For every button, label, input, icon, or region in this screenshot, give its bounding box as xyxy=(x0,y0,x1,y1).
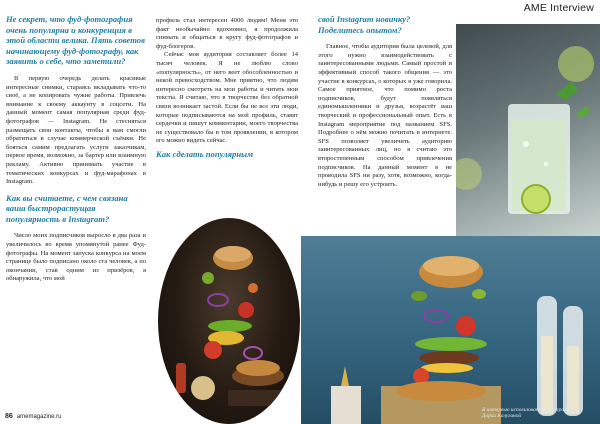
flying-burger-illustration xyxy=(158,218,300,424)
question-3-start: Как сделать популярным xyxy=(156,148,253,159)
answer-2-continued: профиль стал интересен 4000 людям! Меня это факт необычайно вдохновил, я продолжила снимать и общаться в кругу фуд-фотографов и фуд-блогеров. xyxy=(156,17,298,50)
magazine-brand: AME Interview xyxy=(523,2,594,14)
page-number: 86 xyxy=(5,413,13,420)
answer-1: В первую очередь делать красивые интересные снимки, стараясь вкладывать что-то своё, а не копировать чужие работы. Привлечь внимание к своему аккаунту в соцсети. На данный момент самая популярная среди фуд-фотографов — Instagram. Не стесняться размещать свои контакты, чтобы к вам смогли обратиться в случае коммерческой съёмки. Не бояться самим предлагать услуги заказчикам, первое время, возможно, за бартер или взаимную рекламу. Активно принимать участие в тематических конкурсах и фуд-марафонах в Instagram. xyxy=(6,74,146,186)
photo-caption: В интервью использованы фотографии Дарьи Калугиной xyxy=(482,406,574,420)
answer-2-paragraph: Сейчас моя аудитория составляет более 14 тысяч человек. Я не люблю слово «популярность», от него веет обособленностью и некой превосходством. Мне приятно, что людям интересно смотреть на мои работы и читать мои тексты. Я считаю, что в творчестве без обратной связи возникает застой. Если бы не все эти люди, которые подписываются на мой профиль, ставят сердечки и пишут комментарии, моего творчества не существовало бы в том проявлении, в котором его можно видеть сейчас. xyxy=(156,51,298,145)
burger-bottles-illustration xyxy=(301,236,600,424)
question-3: свой Instagram новичку? Поделитесь опытом? xyxy=(318,14,411,35)
answer-2: Число моих подписчиков выросло в два раза и увеличилось во время упомянутой ранее Фуд-фотографы. На момент запуска конкурса на моем странице было подписано около ста человек, а по окончании, став одним из призёров, я обнаружила, что мой xyxy=(6,232,146,283)
question-2: Как вы считаете, с чем связана ваша быстрорастущая популярность в Instagram? xyxy=(6,192,128,224)
burger-oval-photo xyxy=(158,218,300,424)
column-3 xyxy=(318,14,452,189)
column-1 xyxy=(6,14,146,307)
lemonade-glass-illustration xyxy=(456,24,600,236)
question-1: Не секрет, что фуд-фотография очень популярна и конкуренция в этой области велика. Пять советов начинающему фуд-фотографу, как заявить о себе, что заметили? xyxy=(6,14,145,67)
burger-blue-photo xyxy=(301,236,600,424)
answer-3: Главное, чтобы аудитория была целевой, для этого нужно взаимодействовать с заинтересованными людьми. Самый простой и эффективный способ такого общения — это участие в конкурсах, о которых я уже говорила. Самое приятное, что помимо роста подписчиков, будут появляться единомышленники и друзья, возрастёт ваш творческий и профессиональный опыт. Есть в Instagram мероприятие под названием SFS. Подробнее о нём можно почитать в интернете. SFS позволяет увеличить аудиторию заинтересованных лиц, но я считаю это второстепенным способом привлечения подписчиков. На данный момент я не проводила SFS ни разу, хотя, возможно, когда-нибудь и решу его устроить. xyxy=(318,43,452,188)
site-url: amemagazine.ru xyxy=(16,414,62,420)
column-2 xyxy=(156,17,298,160)
page-footer xyxy=(5,413,62,420)
lemonade-photo xyxy=(456,24,600,236)
